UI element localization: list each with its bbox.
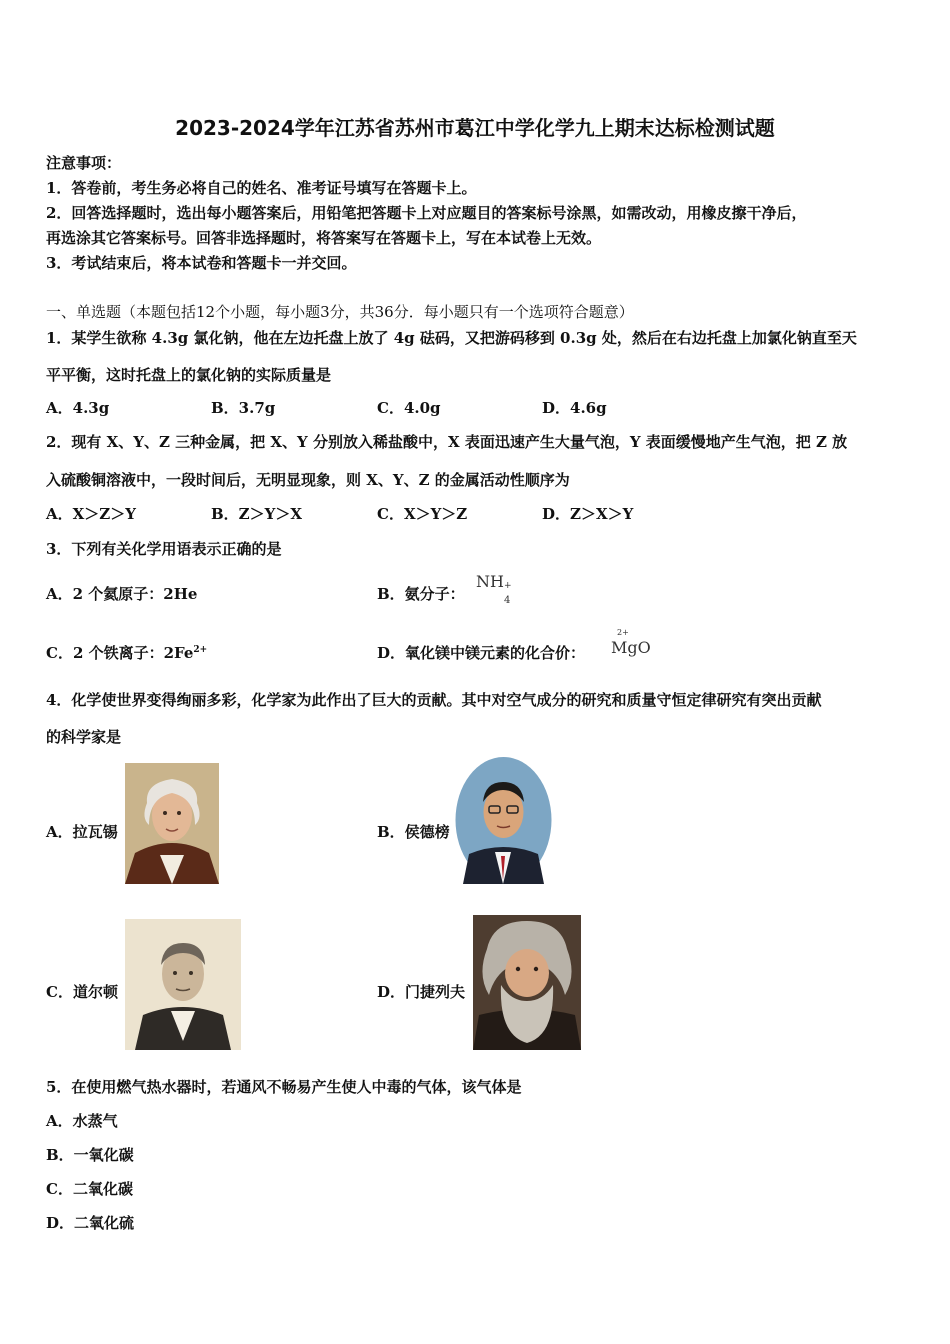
hou-debang-portrait [455,756,552,884]
lavoisier-portrait [125,763,219,884]
q5-option-c: C．二氧化碳 [46,1180,133,1198]
q4-option-a: A．拉瓦锡 [46,823,118,841]
notice-item: 再选涂其它答案标号。回答非选择题时，将答案写在答题卡上，写在本试卷上无效。 [46,229,602,247]
question-4-stem: 4．化学使世界变得绚丽多彩，化学家为此作出了巨大的贡献。其中对空气成分的研究和质量守恒定律研究有突出贡献 [46,691,822,709]
question-3-stem: 3．下列有关化学用语表示正确的是 [46,540,282,558]
magnesium-oxide-formula: 2+ MgO [611,628,651,657]
q1-option-b: B．3.7g [211,399,276,417]
notice-item: 3．考试结束后，将本试卷和答题卡一并交回。 [46,254,357,272]
question-1-stem-cont: 平平衡，这时托盘上的氯化钠的实际质量是 [46,366,332,384]
q1-option-d: D．4.6g [542,399,607,417]
notice-item: 1．答卷前，考生务必将自己的姓名、准考证号填写在答题卡上。 [46,179,477,197]
q4-option-c: C．道尔顿 [46,983,118,1001]
q5-option-b: B．一氧化碳 [46,1146,134,1164]
q1-option-c: C．4.0g [377,399,441,417]
q3-option-b: B．氨分子： [377,585,465,603]
question-5-stem: 5．在使用燃气热水器时，若通风不畅易产生使人中毒的气体，该气体是 [46,1078,522,1096]
q3-option-a: A．2 个氦原子：2He [46,585,198,603]
notice-heading: 注意事项： [46,154,122,172]
q2-option-d: D．Z＞X＞Y [542,505,634,523]
q1-option-a: A．4.3g [46,399,110,417]
q5-option-a: A．水蒸气 [46,1112,118,1130]
dalton-portrait [125,919,241,1050]
notice-item: 2．回答选择题时，选出每小题答案后，用铅笔把答题卡上对应题目的答案标号涂黑，如需改动，用橡皮擦干净后， [46,204,807,222]
ammonium-formula: NH + 4 [476,572,512,606]
section-heading: 一、单选题（本题包括12个小题，每小题3分，共36分．每小题只有一个选项符合题意） [46,303,634,321]
q4-option-b: B．侯德榜 [377,823,450,841]
q2-option-b: B．Z＞Y＞X [211,505,302,523]
question-2-stem: 2．现有 X、Y、Z 三种金属，把 X、Y 分别放入稀盐酸中，X 表面迅速产生大量气泡，Y 表面缓慢地产生气泡，把 Z 放 [46,433,848,451]
q2-option-c: C．X＞Y＞Z [377,505,468,523]
q2-option-a: A．X＞Z＞Y [46,505,136,523]
q3-option-c: C．2 个铁离子：$2Fe^{2+}$ [46,644,208,662]
question-4-stem-cont: 的科学家是 [46,728,122,746]
question-1-stem: 1．某学生欲称 4.3g 氯化钠，他在左边托盘上放了 4g 砝码，又把游码移到 0.3g 处，然后在右边托盘上加氯化钠直至天 [46,329,857,347]
question-2-stem-cont: 入硫酸铜溶液中，一段时间后，无明显现象，则 X、Y、Z 的金属活动性顺序为 [46,471,570,489]
q5-option-d: D．二氧化硫 [46,1214,135,1232]
mendeleev-portrait [473,915,581,1050]
page-title: 2023-2024学年江苏省苏州市葛江中学化学九上期末达标检测试题 [175,116,775,140]
q4-option-d: D．门捷列夫 [377,983,466,1001]
q3-option-d: D．氧化镁中镁元素的化合价： [377,644,586,662]
